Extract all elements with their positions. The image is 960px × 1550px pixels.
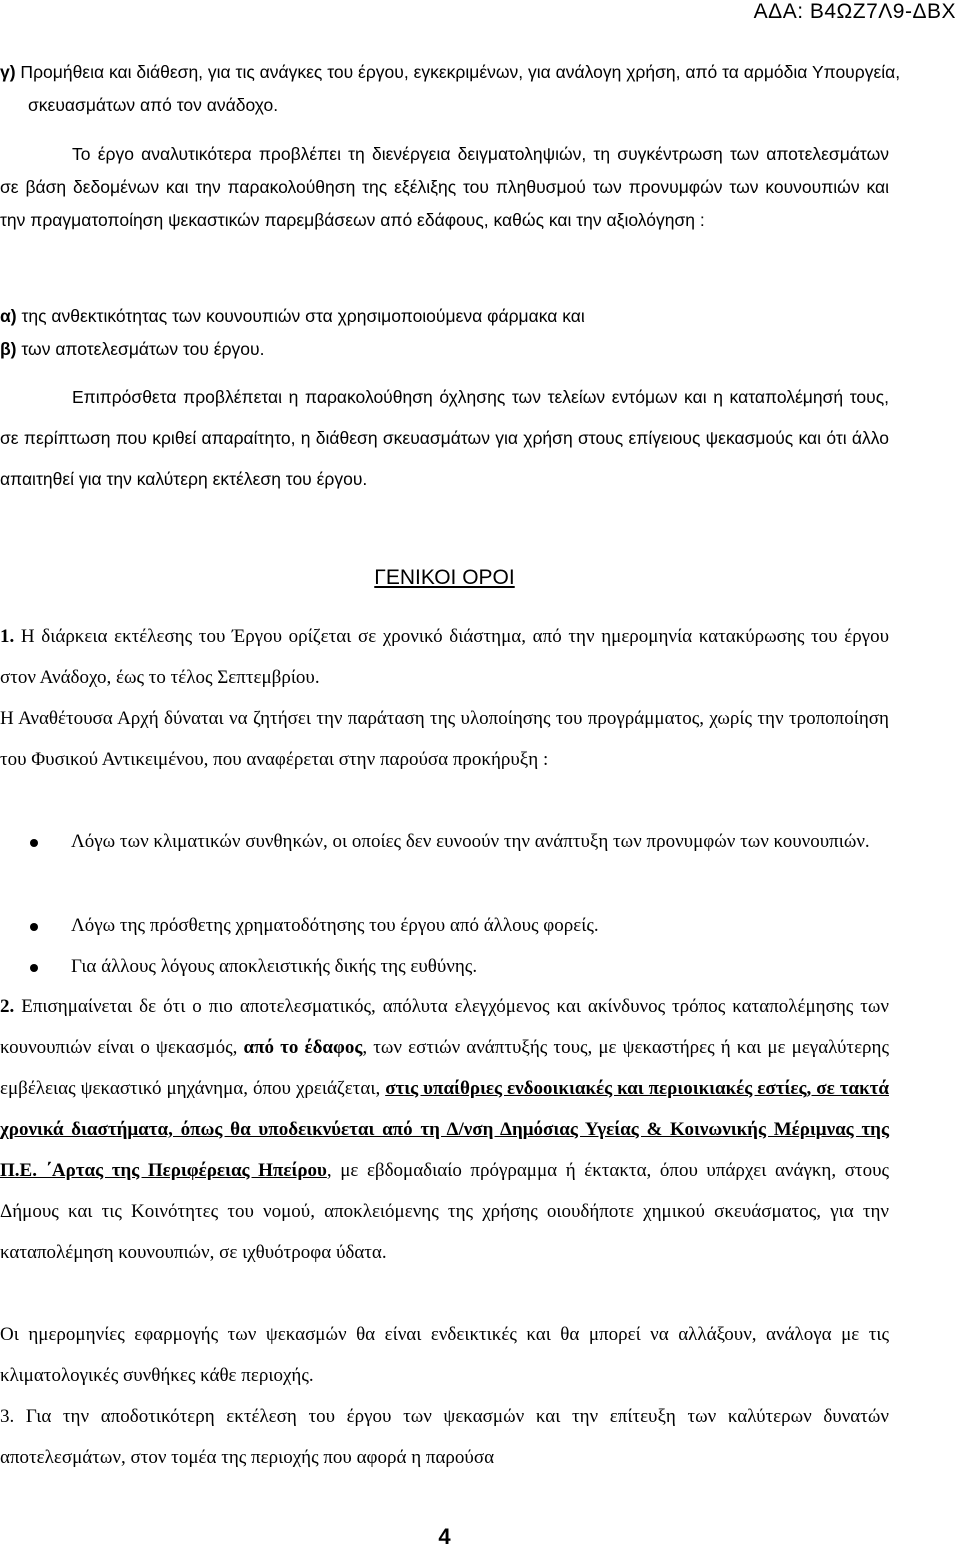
term-2	[0, 986, 889, 1273]
term-1-num: 1.	[0, 626, 15, 647]
item-b-text: των αποτελεσμάτων του έργου.	[16, 339, 265, 359]
item-b	[0, 333, 889, 366]
bullet-text: Λόγω των κλιματικών συνθηκών, οι οποίες δεν ευνοούν την ανάπτυξη των προνυμφών των κουνουπιών.	[71, 831, 870, 852]
paragraph-additional: Επιπρόσθετα προβλέπεται η παρακολούθηση όχλησης των τελείων εντόμων και η καταπολέμησή τους, σε περίπτωση που κριθεί απαραίτητο, η διάθεση σκευασμάτων για χρήση στους επίγειους ψεκασμούς και ότι άλλο απαιτηθεί για την καλύτερη εκτέλεση του έργου.	[0, 387, 889, 489]
section-heading: ΓΕΝΙΚΟΙ ΟΡΟΙ	[374, 566, 515, 589]
page-number: 4	[438, 1524, 451, 1549]
term-3: 3. Για την αποδοτικότερη εκτέλεση του έργου των ψεκασμών και την επίτευξη των καλύτερων δυνατών αποτελεσμάτων, στον τομέα της περιοχής που αφορά η παρούσα	[0, 1406, 889, 1468]
bullet-text: Λόγω της πρόσθετης χρηματοδότησης του έργου από άλλους φορείς.	[71, 915, 599, 936]
term-2-bold: από το έδαφος	[243, 1037, 363, 1058]
item-b-label: β)	[0, 339, 17, 359]
extension-paragraph: Η Αναθέτουσα Αρχή δύναται να ζητήσει την παράταση της υλοποίησης του προγράμματος, χωρίς την τροποποίηση του Φυσικού Αντικειμένου, που αναφέρεται στην παρούσα προκήρυξη :	[0, 708, 889, 770]
bullet-text: Για άλλους λόγους αποκλειστικής δικής της ευθύνης.	[71, 956, 478, 977]
paragraph-scope: Το έργο αναλυτικότερα προβλέπει τη διενέργεια δειγματοληψιών, τη συγκέντρωση των αποτελεσμάτων σε βάση δεδομένων και την παρακολούθηση της εξέλιξης του πληθυσμού των προνυμφών των κουνουπιών και την πραγματοποίηση ψεκαστικών παρεμβάσεων από εδάφους, καθώς και την αξιολόγηση :	[0, 144, 889, 230]
bullet-icon	[30, 964, 38, 972]
term-2-bold-underlined: στις υπαίθριες ενδοοικιακές και περιοικιακές εστίες, σε τακτά χρονικά διαστήματα, όπως θα υποδεικνύεται από τη Δ/νση Δημόσιας Υγείας & Κοινωνικής Μέριμνας της Π.Ε. ΄Αρτας της Περιφέρειας Ηπείρου	[0, 1078, 889, 1181]
item-g-text: Προμήθεια και διάθεση, για τις ανάγκες του έργου, εγκεκριμένων, για ανάλογη χρήση, από τα αρμόδια Υπουργεία, σκευασμάτων από τον ανάδοχο.	[15, 62, 901, 115]
item-g	[0, 56, 917, 122]
item-a	[0, 300, 889, 333]
item-a-label: α)	[0, 306, 17, 326]
item-a-text: της ανθεκτικότητας των κουνουπιών στα χρησιμοποιούμενα φάρμακα και	[16, 306, 585, 326]
item-g-label: γ)	[0, 62, 16, 82]
term-2-text-b: , των εστιών ανάπτυξής τους, με ψεκαστήρες ή και με μεγαλύτερης εμβέλειας ψεκαστικό μηχάνημα, όπου χρειάζεται,	[0, 1037, 889, 1099]
dates-paragraph: Οι ημερομηνίες εφαρμογής των ψεκασμών θα είναι ενδεικτικές και θα μπορεί να αλλάξουν, ανάλογα με τις κλιματολογικές συνθήκες κάθε περιοχής.	[0, 1324, 889, 1386]
term-2-num: 2.	[0, 996, 15, 1017]
term-2-text-c: , με εβδομαδιαίο πρόγραμμα ή έκτακτα, όπου υπάρχει ανάγκη, στους Δήμους και τις Κοινότητες του νομού, αποκλειόμενης της χρήσης οιουδήποτε χημικού σκευάσματος, για την καταπολέμηση κουνουπιών, σε ιχθυότροφα ύδατα.	[0, 1160, 890, 1263]
bullet-icon	[30, 839, 38, 847]
term-1-text: Η διάρκεια εκτέλεσης του Έργου ορίζεται σε χρονικό διάστημα, από την ημερομηνία κατακύρωσης του έργου στον Ανάδοχο, έως το τέλος Σεπτεμβρίου.	[0, 626, 889, 688]
term-2-text-a: Επισημαίνεται δε ότι ο πιο αποτελεσματικός, απόλυτα ελεγχόμενος και ακίνδυνος τρόπος καταπολέμησης των κουνουπιών είναι ο ψεκασμός,	[0, 996, 889, 1058]
ada-code: ΑΔΑ: Β4ΩΖ7Λ9-ΔΒΧ	[753, 0, 956, 23]
term-1	[0, 616, 889, 698]
bullet-icon	[30, 923, 38, 931]
